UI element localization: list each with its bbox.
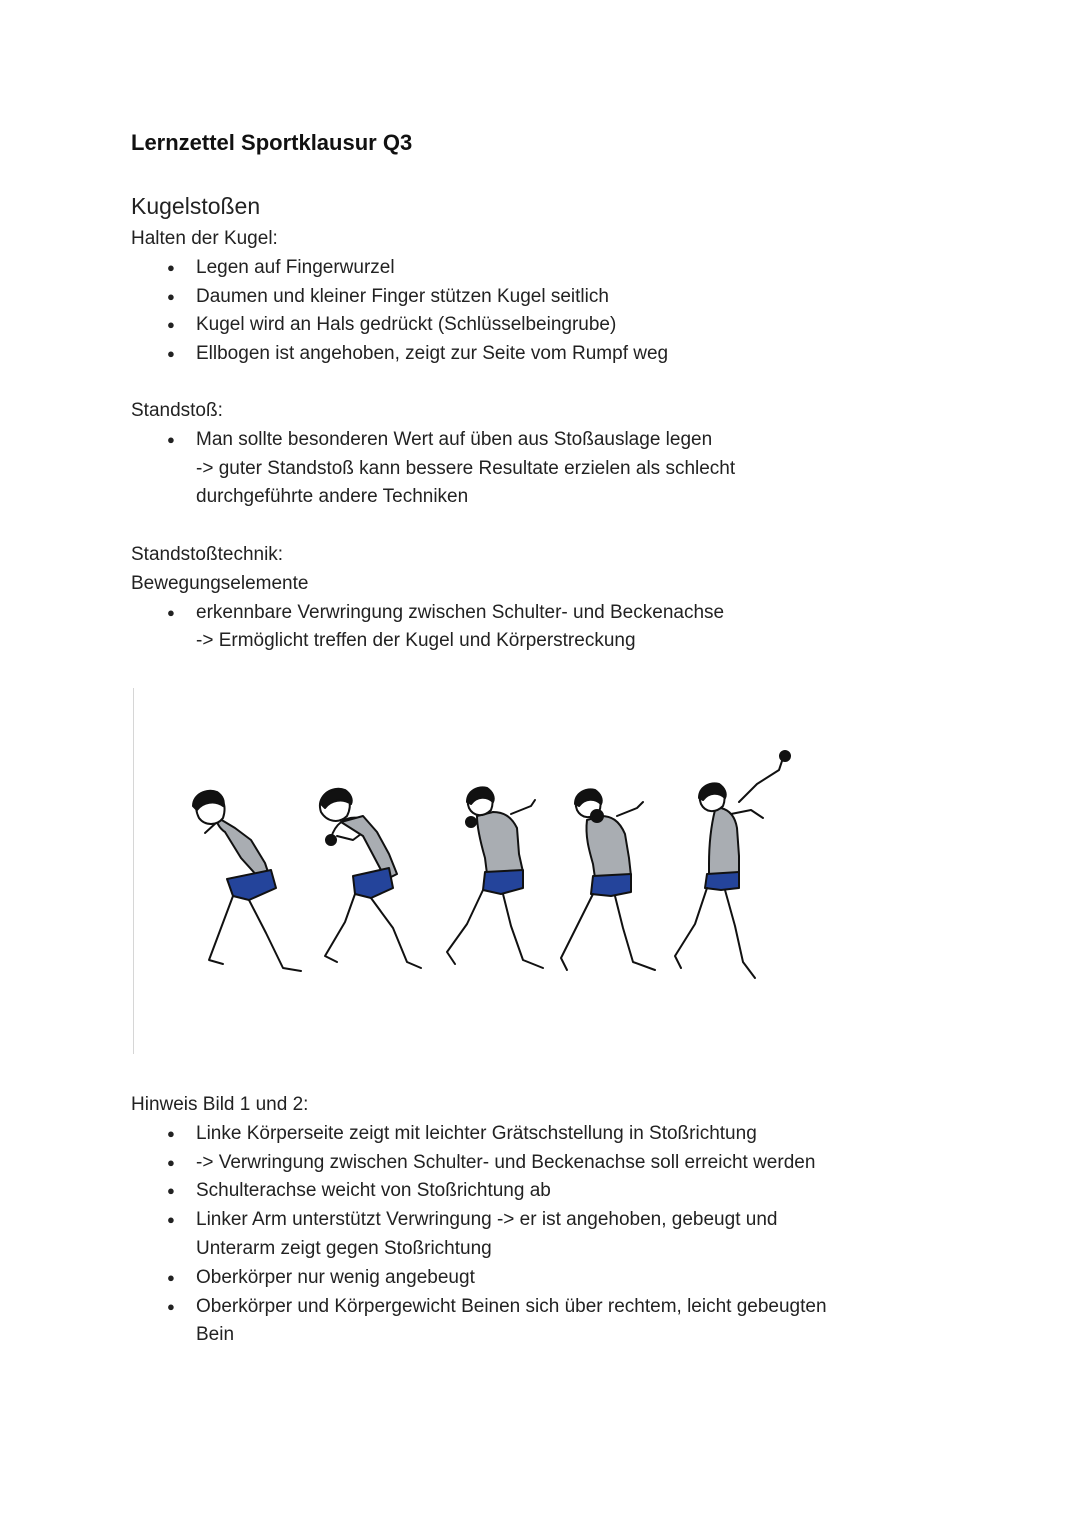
hinweis-block bbox=[131, 1091, 827, 1350]
list-item: ● Ellbogen ist angehoben, zeigt zur Seite vom Rumpf weg bbox=[131, 340, 668, 369]
standstoss-continuation-2: durchgeführte andere Techniken bbox=[196, 486, 469, 508]
list-item: ● -> Verwringung zwischen Schulter- und Beckenachse soll erreicht werden bbox=[131, 1149, 827, 1178]
list-item: ● Legen auf Fingerwurzel bbox=[131, 254, 668, 283]
hinweis-list-continued bbox=[131, 1264, 827, 1322]
technik-label: Standstoßtechnik: bbox=[131, 544, 284, 565]
technik-block bbox=[131, 541, 724, 656]
halten-label: Halten der Kugel: bbox=[131, 228, 278, 249]
standstoss-label: Standstoß: bbox=[131, 400, 223, 421]
list-item: ● Linke Körperseite zeigt mit leichter Grätschstellung in Stoßrichtung bbox=[131, 1120, 827, 1149]
list-item: ● Kugel wird an Hals gedrückt (Schlüsselbeingrube) bbox=[131, 311, 668, 340]
list-item: ● Oberkörper nur wenig angebeugt bbox=[131, 1264, 827, 1293]
section-heading: Kugelstoßen bbox=[131, 193, 261, 219]
list-item: ● Schulterachse weicht von Stoßrichtung ab bbox=[131, 1177, 827, 1206]
athlete-figure-2 bbox=[320, 789, 421, 968]
shot-put-sequence-illustration bbox=[131, 688, 901, 1056]
athlete-figure-5 bbox=[675, 751, 790, 978]
standstoss-continuation-1: -> guter Standstoß kann bessere Resultate erzielen als schlecht bbox=[196, 457, 736, 479]
list-item: ● Daumen und kleiner Finger stützen Kugel seitlich bbox=[131, 283, 668, 312]
technik-list bbox=[131, 599, 724, 628]
athlete-figure-4 bbox=[561, 790, 655, 970]
list-item: ● Oberkörper und Körpergewicht Beinen sich über rechtem, leicht gebeugten bbox=[131, 1293, 827, 1322]
hinweis-label: Hinweis Bild 1 und 2: bbox=[131, 1094, 309, 1115]
list-item: ● Linker Arm unterstützt Verwringung -> er ist angehoben, gebeugt und bbox=[131, 1206, 827, 1235]
hinweis-item4-continuation: Unterarm zeigt gegen Stoßrichtung bbox=[196, 1237, 492, 1259]
list-item: ● Man sollte besonderen Wert auf üben aus Stoßauslage legen bbox=[131, 426, 735, 455]
bewegungselemente-label: Bewegungselemente bbox=[131, 572, 309, 594]
hinweis-list bbox=[131, 1120, 827, 1235]
standstoss-block bbox=[131, 397, 735, 512]
athlete-figure-1 bbox=[193, 791, 301, 971]
page-title: Lernzettel Sportklausur Q3 bbox=[131, 130, 413, 155]
standstoss-list bbox=[131, 426, 735, 455]
shot-put-sequence-figure bbox=[131, 688, 901, 1056]
list-item: ● erkennbare Verwringung zwischen Schulter- und Beckenachse bbox=[131, 599, 724, 628]
halten-list bbox=[131, 254, 668, 369]
athlete-figure-3 bbox=[447, 788, 543, 968]
technik-continuation: -> Ermöglicht treffen der Kugel und Körperstreckung bbox=[196, 630, 636, 652]
hinweis-item6-continuation: Bein bbox=[196, 1324, 235, 1346]
halten-block bbox=[131, 225, 668, 369]
